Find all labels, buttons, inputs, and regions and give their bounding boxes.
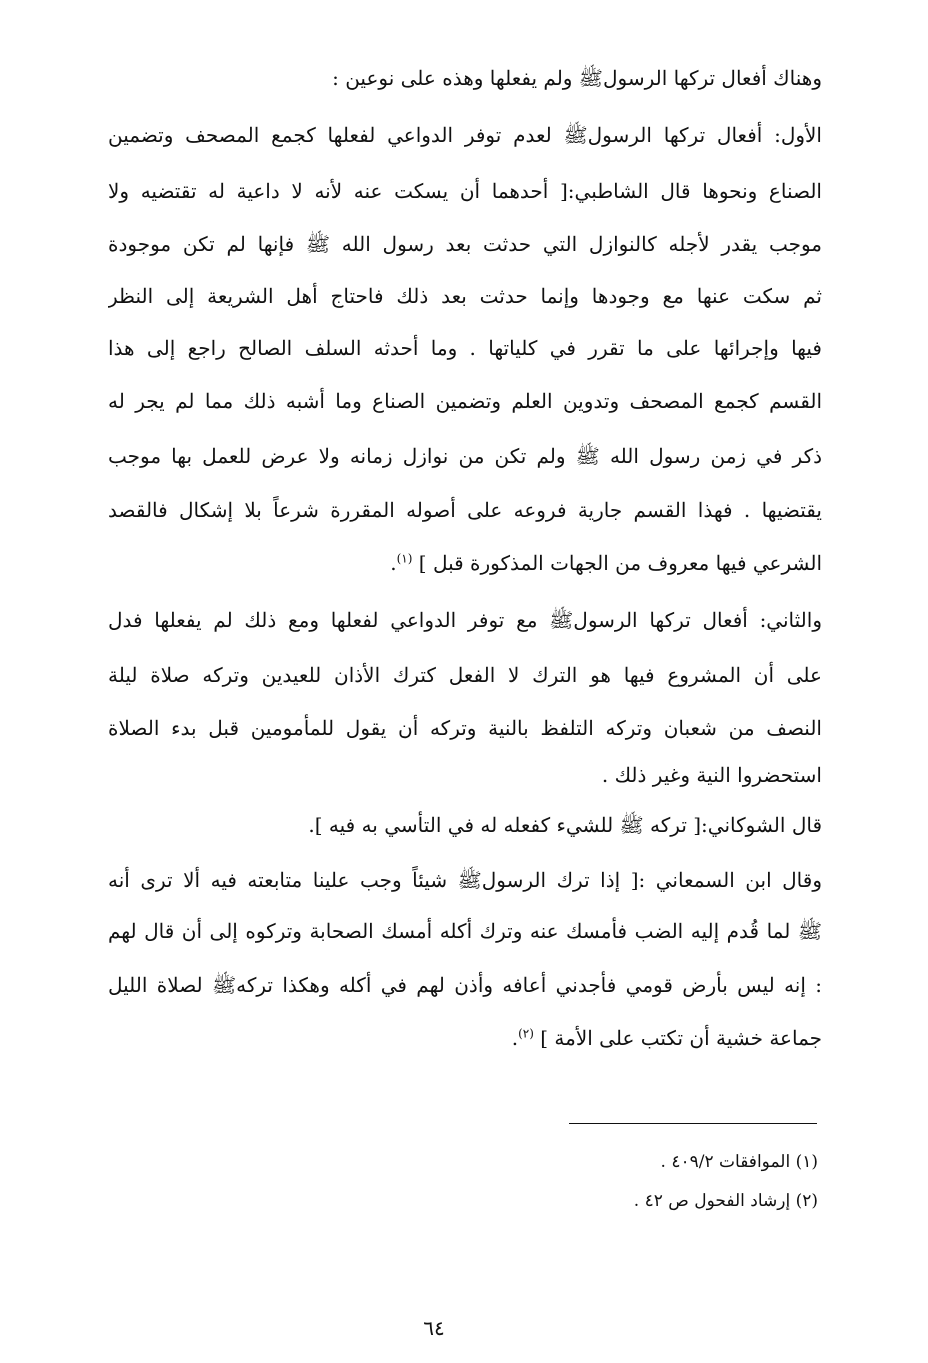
text-line: موجب يقدر لأجله كالنوازل التي حدثت بعد رسول الله ﷺ فإنها لم تكن موجودة bbox=[108, 232, 822, 256]
text-line: قال الشوكاني:[ تركه ﷺ للشيء كفعله له في التأسي به فيه ]. bbox=[308, 813, 822, 837]
text-line: وهناك أفعال تركها الرسولﷺ ولم يفعلها وهذه على نوعين : bbox=[332, 66, 822, 90]
footnote-marker: (٢) bbox=[518, 1026, 534, 1041]
text-line: وقال ابن السمعاني :[ إذا ترك الرسولﷺ شيئاً وجب علينا متابعته فيه ألا ترى أنه bbox=[108, 868, 822, 892]
text-line: الشرعي فيها معروف من الجهات المذكورة قبل ] $^{(١)}$. bbox=[390, 551, 822, 575]
text-line: ﷺ لما قُدم إليه الضب فأمسك عنه وترك أكله أمسك الصحابة وتركوه إلى أن قال لهم bbox=[108, 919, 822, 943]
text-line: والثاني: أفعال تركها الرسولﷺ مع توفر الدواعي لفعلها ومع ذلك لم يفعلها فدل bbox=[108, 608, 822, 632]
footnote: (٢) إرشاد الفحول ص ٤٢ . bbox=[633, 1191, 818, 1211]
text-line: يقتضيها . فهذا القسم جارية فروعه على أصوله المقررة شرعاً بلا إشكال فالقصد bbox=[108, 498, 822, 522]
text-line: القسم كجمع المصحف وتدوين العلم وتضمين الصناع وما أشبه ذلك مما لم يجر له bbox=[108, 389, 822, 413]
footnote-marker: (١) bbox=[396, 551, 413, 566]
page-number: ٦٤ bbox=[423, 1316, 445, 1340]
text-line: فيها وإجرائها على ما تقرر في كلياتها . وما أحدثه السلف الصالح راجع إلى هذا bbox=[108, 336, 822, 360]
text-line: على أن المشروع فيها هو الترك لا الفعل كترك الأذان للعيدين وتركه صلاة ليلة bbox=[108, 663, 822, 687]
text-line: جماعة خشية أن تكتب على الأمة ] $^{(٢)}$. bbox=[511, 1026, 822, 1050]
footnote-separator bbox=[569, 1123, 817, 1124]
text-line: ثم سكت عنها مع وجودها وإنما حدثت بعد ذلك فاحتاج أهل الشريعة إلى النظر bbox=[108, 284, 822, 308]
text-line: الأول: أفعال تركها الرسولﷺ لعدم توفر الدواعي لفعلها كجمع المصحف وتضمين bbox=[108, 123, 822, 147]
text-line: استحضروا النية وغير ذلك . bbox=[601, 763, 822, 787]
text-line: : إنه ليس بأرض قومي فأجدني أعافه وأذن لهم في أكله وهكذا تركهﷺ لصلاة الليل bbox=[108, 973, 822, 997]
text-line: ذكر في زمن رسول الله ﷺ ولم تكن من نوازل زمانه ولا عرض للعمل بها موجب bbox=[108, 444, 822, 468]
text-line: الصناع ونحوها قال الشاطبي:[ أحدهما أن يسكت عنه لأنه لا داعية له تقتضيه ولا bbox=[108, 179, 822, 203]
footnote: (١) الموافقات ٤٠٩/٢ . bbox=[660, 1152, 818, 1172]
text-line: النصف من شعبان وتركه التلفظ بالنية وتركه أن يقول للمأمومين قبل بدء الصلاة bbox=[108, 716, 822, 740]
